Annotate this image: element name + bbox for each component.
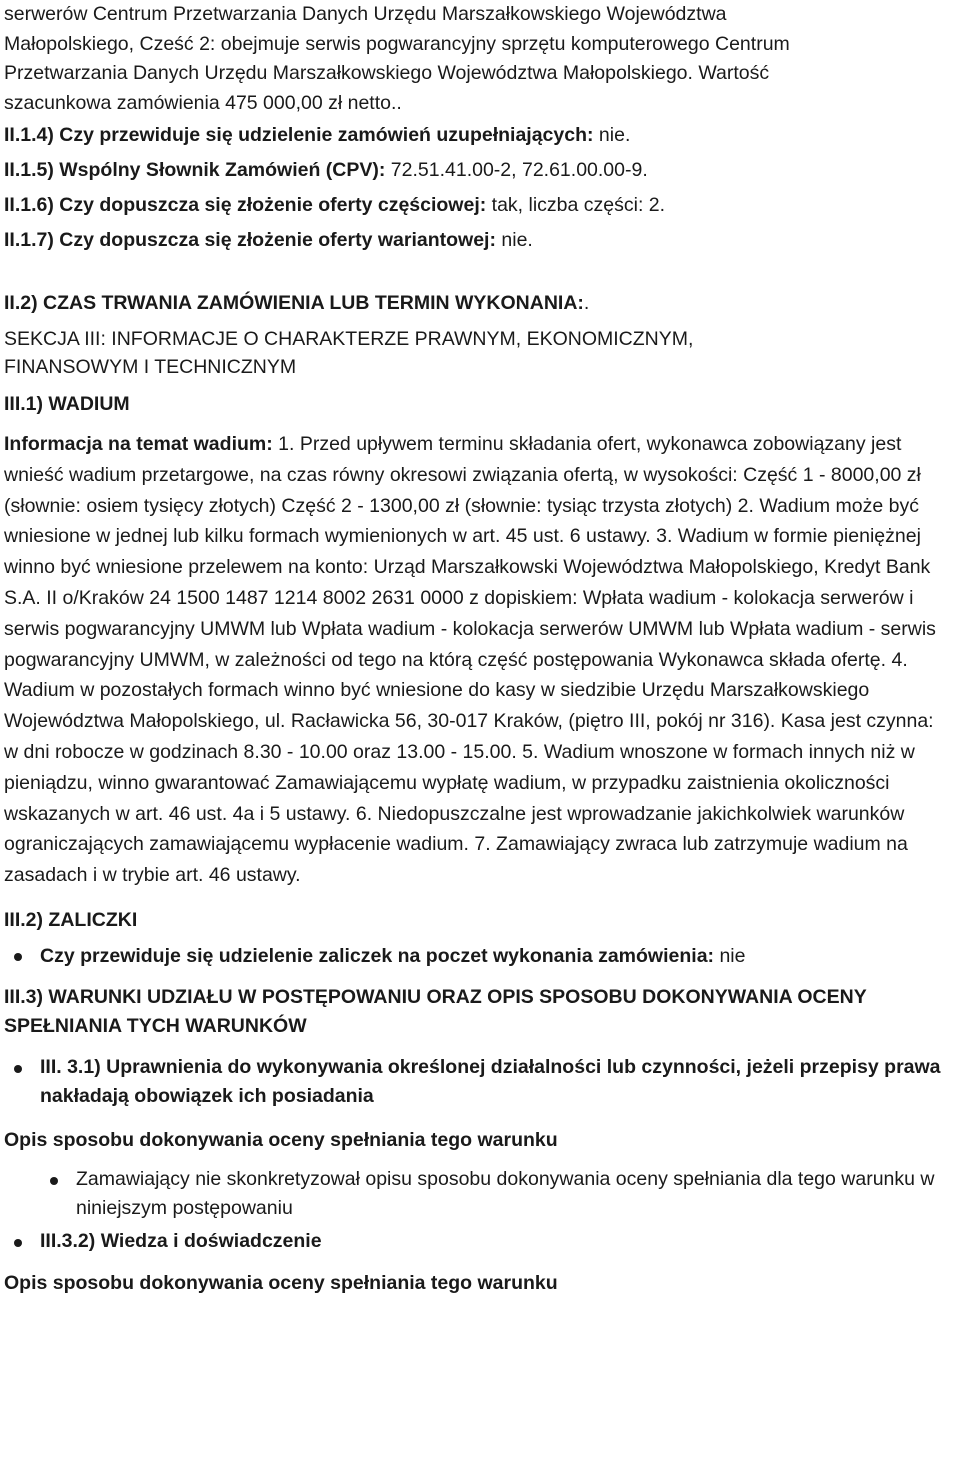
list-item (4, 941, 952, 971)
field-label: II.1.6) Czy dopuszcza się złożenie oferty częściowej: (4, 194, 487, 216)
section-value: . (583, 292, 590, 314)
intro-line: Małopolskiego, Cześć 2: obejmuje serwis pogwarancyjny sprzętu komputerowego Centrum (4, 32, 790, 55)
field-value: nie. (593, 124, 631, 146)
field-ii-1-6 (4, 188, 952, 223)
list-item (4, 1227, 952, 1256)
zaliczki-heading: III.2) ZALICZKI (4, 908, 138, 931)
section-iii-title (4, 325, 952, 381)
intro-line: Przetwarzania Danych Urzędu Marszałkowskiego Województwa Małopolskiego. Wartość (4, 62, 770, 84)
wadium-label: Informacja na temat wadium: (4, 433, 273, 455)
warunki-heading: III.3) WARUNKI UDZIAŁU W POSTĘPOWANIU ORAZ OPIS SPOSOBU DOKONYWANIA OCENY SPEŁNIANIA TYCH WARUNKÓW (4, 985, 867, 1037)
section-title-line: SEKCJA III: INFORMACJE O CHARAKTERZE PRAWNYM, EKONOMICZNYM, (4, 328, 694, 350)
opis-heading-2: Opis sposobu dokonywania oceny spełniania tego warunku (4, 1271, 558, 1294)
field-value: nie. (495, 229, 533, 251)
intro-paragraph (4, 0, 952, 118)
field-label: II.1.7) Czy dopuszcza się złożenie oferty wariantowej: (4, 229, 496, 251)
field-label: II.1.5) Wspólny Słownik Zamówień (CPV): (4, 159, 386, 181)
intro-line: serwerów Centrum Przetwarzania Danych Urzędu Marszałkowskiego Województwa (4, 3, 727, 25)
item-label: Czy przewiduje się udzielenie zaliczek na poczet wykonania zamówienia: (40, 944, 715, 967)
list-item: Zamawiający nie skonkretyzował opisu sposobu dokonywania oceny spełniania dla tego warunku w niniejszym postępowaniu (40, 1165, 952, 1223)
section-title-line: FINANSOWYM I TECHNICZNYM (4, 356, 297, 378)
warunki-list (4, 1053, 952, 1111)
section-label: II.2) CZAS TRWANIA ZAMÓWIENIA LUB TERMIN WYKONANIA: (4, 292, 584, 314)
field-value: tak, liczba części: 2. (486, 194, 666, 216)
field-ii-1-4 (4, 118, 952, 153)
wadium-heading: III.1) WADIUM (4, 393, 130, 415)
list-item (4, 1053, 952, 1111)
item-value: nie (714, 944, 746, 967)
opis-heading: Opis sposobu dokonywania oceny spełniania tego warunku (4, 1128, 558, 1151)
item-label: III. 3.1) Uprawnienia do wykonywania określonej działalności lub czynności, jeżeli przepisy prawa nakładają obowiązek ich posiadania (40, 1055, 941, 1107)
field-value: 72.51.41.00-2, 72.61.00.00-9. (385, 159, 648, 181)
opis-list (4, 1165, 952, 1223)
item-label: III.3.2) Wiedza i doświadczenie (40, 1229, 322, 1252)
intro-line: szacunkowa zamówienia 475 000,00 zł netto.. (4, 91, 402, 114)
spacer (4, 258, 952, 286)
warunki-list-2 (4, 1227, 952, 1256)
field-ii-1-7 (4, 223, 952, 258)
wadium-text: 1. Przed upływem terminu składania ofert, wykonawca zobowiązany jest wnieść wadium przetargowe, na czas równy okresowi związania ofertą, w wysokości: Część 1 - 8000,00 zł (słownie: osiem tysięcy złotych) Część 2 - 1300,00 zł (słownie: tysiąc trzysta złotych) 2. Wadium może być wniesione w jednej lub kilku formach wymienionych w art. 45 ust. 6 ustawy. 3. Wadium w formie pieniężnej winno być wniesione przelewem na konto: Urząd Marszałkowski Województwa Małopolskiego, Kredyt Bank S.A. II o/Kraków 24 1500 1487 1214 8002 2631 0000 z dopiskiem: Wpłata wadium - kolokacja serwerów i serwis pogwarancyjny UMWM lub Wpłata wadium - kolokacja serwerów UMWM lub Wpłata wadium - serwis pogwarancyjny UMWM, w zależności od tego na którą część postępowania Wykonawca składa ofertę. 4. Wadium w pozostałych formach winno być wniesione do kasy w siedzibie Urzędu Marszałkowskiego Województwa Małopolskiego, ul. Racławicka 56, 30-017 Kraków, (piętro III, pokój nr 316). Kasa jest czynna: w dni robocze w godzinach 8.30 - 10.00 oraz 13.00 - 15.00. 5. Wadium wnoszone w formach innych niż w pieniądzu, winno gwarantować Zamawiającemu wypłatę wadium, w przypadku zaistnienia okoliczności wskazanych w art. 46 ust. 4a i 5 ustawy. 6. Niedopuszczalne jest wprowadzanie jakichkolwiek warunków ograniczających zamawiającemu wypłacenie wadium. 7. Zamawiający zwraca lub zatrzymuje wadium na zasadach i w trybie art. 46 ustawy. (4, 433, 936, 887)
field-label: II.1.4) Czy przewiduje się udzielenie zamówień uzupełniających: (4, 124, 594, 146)
zaliczki-list (4, 941, 952, 971)
wadium-paragraph (4, 429, 952, 891)
field-ii-1-5 (4, 153, 952, 188)
section-ii-2-heading (4, 286, 952, 321)
